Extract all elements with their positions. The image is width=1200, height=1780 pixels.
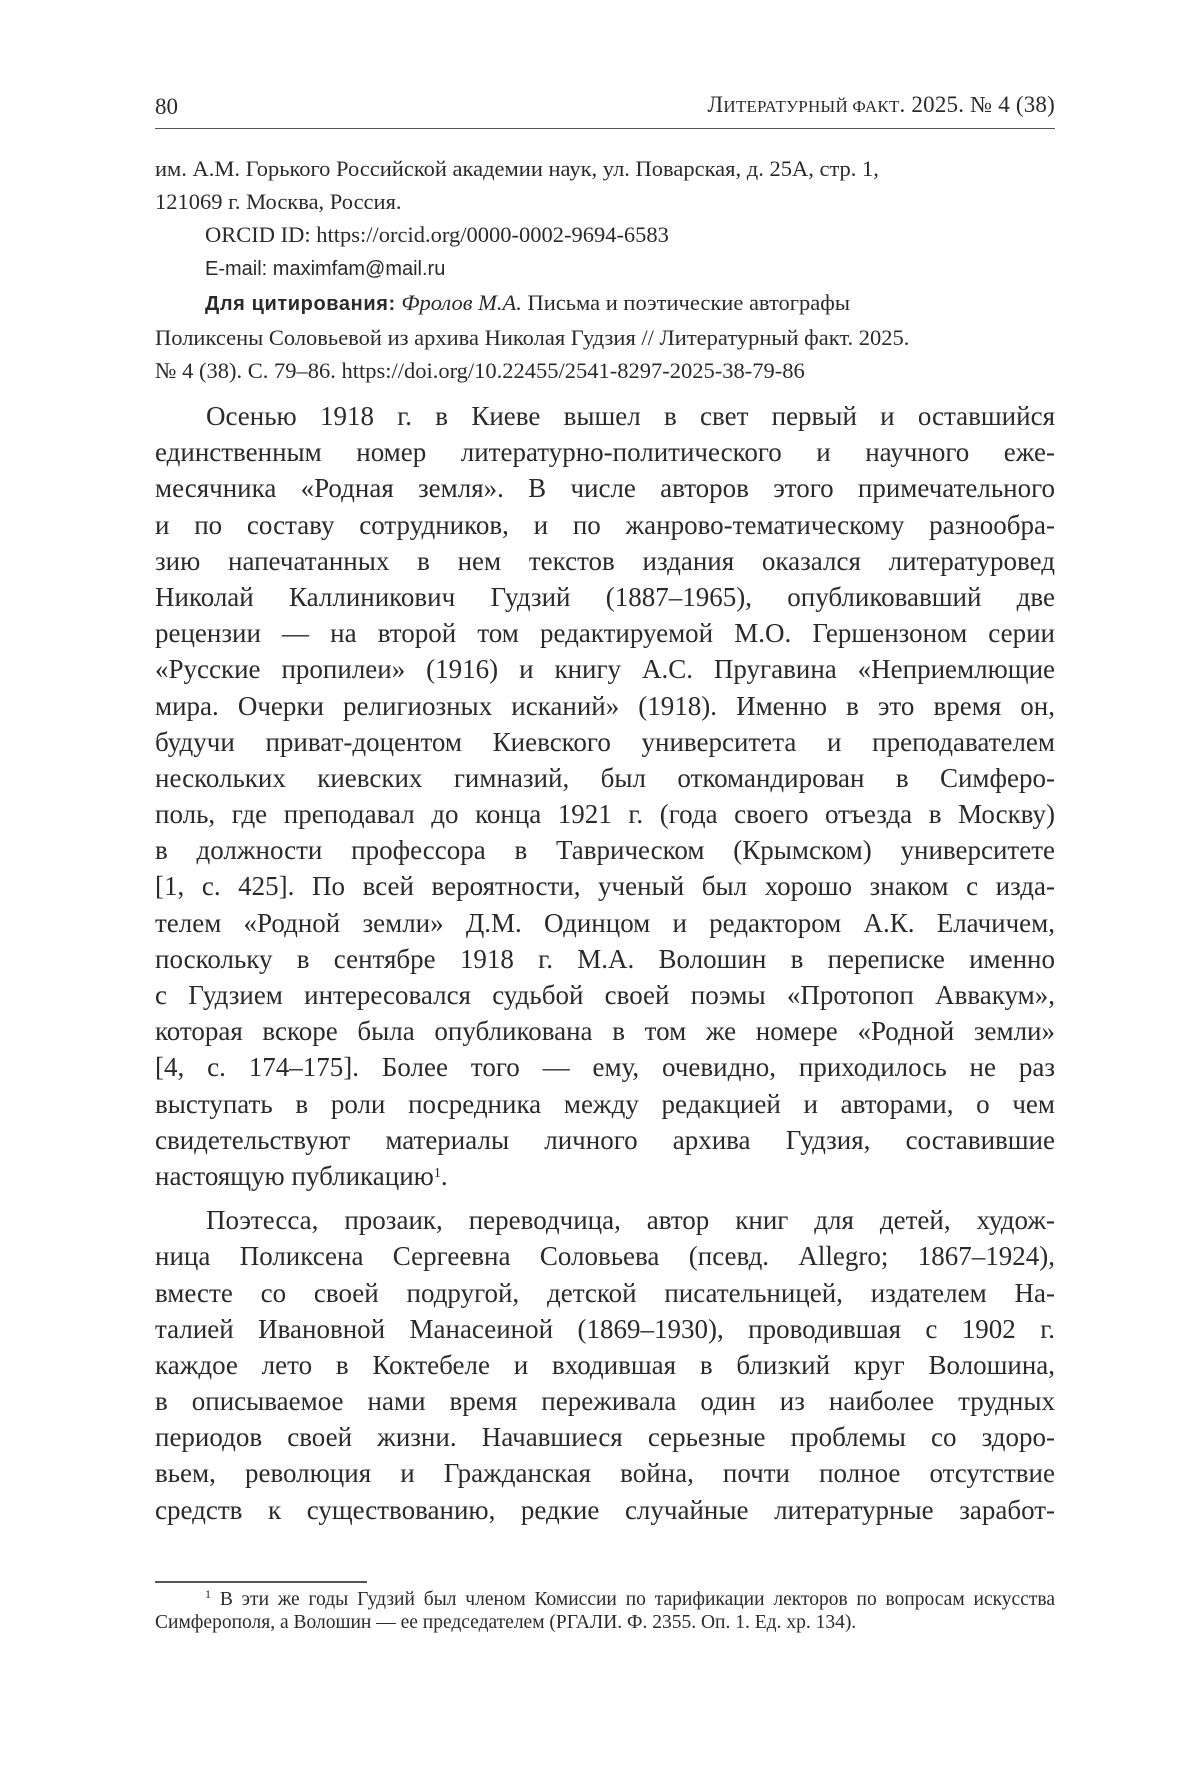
citation-cont-2: № 4 (38). С. 79–86. https://doi.org/10.22455/2541-8297-2025-38-79-86 — [155, 358, 805, 383]
text-line: поль, где преподавал до конца 1921 г. (года своего отъезда в Москву) — [155, 799, 1055, 830]
text-line: каждое лето в Коктебеле и входившая в близкий круг Волошина, — [155, 1349, 1055, 1380]
footnote-reference[interactable]: 1 — [433, 1165, 441, 1181]
text-line: месячника «Родная земля». В числе авторов этого примечательного — [155, 473, 1055, 504]
footnote-divider — [155, 1581, 367, 1583]
text-line: талией Ивановной Манасеиной (1869–1930), проводившая с 1902 г. — [155, 1313, 1055, 1344]
text-line: Осенью 1918 г. в Киеве вышел в свет первый и оставшийся — [206, 401, 1055, 431]
journal-title — [708, 92, 1055, 118]
text-line: Николай Каллиникович Гудзий (1887–1965), опубликовавший две — [155, 581, 1055, 612]
text-line: будучи приват-доцентом Киевского университета и преподавателем — [155, 726, 1055, 757]
text-line: [1, с. 425]. По всей вероятности, ученый был хорошо знаком с изда- — [155, 871, 1055, 902]
text-line: ница Поликсена Сергеевна Соловьева (псевд. Allegro; 1867–1924), — [155, 1241, 1055, 1272]
journal-title-smallcaps: ИТЕРАТУРНЫЙ ФАКТ — [723, 97, 900, 116]
text-line: телем «Родной земли» Д.М. Одинцом и редактором А.К. Елачичем, — [155, 907, 1055, 938]
article-meta — [155, 152, 1055, 387]
citation-author: Фролов М.А. — [401, 290, 522, 315]
article-body — [155, 398, 1055, 1528]
text-line: «Русские пропилеи» (1916) и книгу А.С. Пругавина «Неприемлющие — [155, 654, 1055, 685]
footnote-text — [155, 1588, 1055, 1634]
text-line: мира. Очерки религиозных исканий» (1918). Именно в это время он, — [155, 690, 1055, 721]
affiliation — [155, 152, 1055, 218]
text-line: с Гудзием интересовался судьбой своей поэмы «Протопоп Аввакум», — [155, 980, 1055, 1010]
journal-issue: . 2025. № 4 (38) — [899, 92, 1055, 117]
text-line: нескольких киевских гимназий, был откомандирован в Симферо- — [155, 762, 1055, 793]
text-line: которая вскоре была опубликована в том же номере «Родной земли» — [155, 1016, 1055, 1047]
text-line: периодов своей жизни. Начавшиеся серьезные проблемы со здоро- — [155, 1422, 1055, 1453]
affiliation-line-1: им. А.М. Горького Российской академии наук, ул. Поварская, д. 25А, стр. 1, — [155, 156, 879, 181]
footnote-marker: 1 — [205, 1587, 211, 1601]
text-line: вьем, революция и Гражданская война, почти полное отсутствие — [155, 1458, 1055, 1489]
citation — [155, 286, 1055, 321]
text-line: средств к существованию, редкие случайные литературные заработ- — [155, 1494, 1055, 1525]
text-line-content: настоящую публикацию — [155, 1160, 434, 1191]
text-line: [4, с. 174–175]. Более того — ему, очевидно, приходилось не раз — [155, 1052, 1055, 1083]
text-line: поскольку в сентябре 1918 г. М.А. Волошин в переписке именно — [155, 943, 1055, 974]
affiliation-line-2: 121069 г. Москва, Россия. — [155, 189, 402, 214]
email — [155, 251, 1055, 286]
sentence-end: . — [440, 1160, 448, 1191]
page-number: 80 — [155, 94, 178, 119]
email-text: E-mail: maximfam@mail.ru — [205, 258, 446, 280]
text-line: в должности профессора в Таврическом (Крымском) университете — [155, 835, 1055, 866]
text-line: единственным номер литературно-политического и научного еже- — [155, 437, 1055, 468]
text-line: выступать в роли посредника между редакцией и авторами, о чем — [155, 1088, 1055, 1119]
text-line: рецензии — на второй том редактируемой М.О. Гершензоном серии — [155, 618, 1055, 649]
text-line: зию напечатанных в нем текстов издания оказался литературовед — [155, 545, 1055, 576]
footnote — [155, 1588, 1055, 1634]
citation-cont-1: Поликсены Соловьевой из архива Николая Гудзия // Литературный факт. 2025. — [155, 325, 910, 350]
text-line — [155, 1158, 1055, 1194]
footnote-body: В эти же годы Гудзий был членом Комиссии по тарификации лекторов по вопросам искусства Симферополя, а Волошин — ее председателем (РГАЛИ. Ф. 2355. Оп. 1. Ед. хр. 134). — [155, 1589, 1055, 1633]
paragraph-1 — [155, 398, 1055, 1194]
text-line: свидетельствуют материалы личного архива Гудзия, составившие — [155, 1124, 1055, 1155]
citation-label: Для цитирования: — [205, 293, 396, 315]
text-line: и по составу сотрудников, и по жанрово-тематическому разнообра- — [155, 509, 1055, 540]
orcid: ORCID ID: https://orcid.org/0000-0002-9694-6583 — [205, 222, 669, 247]
text-line: Поэтесса, прозаик, переводчица, автор книг для детей, худож- — [206, 1205, 1055, 1236]
text-line: в описываемое нами время переживала один из наиболее трудных — [155, 1386, 1055, 1417]
citation-text-1: Письма и поэтические автографы — [521, 290, 850, 315]
paragraph-2 — [155, 1202, 1055, 1528]
running-header — [155, 88, 1055, 129]
journal-title-initial: Л — [707, 92, 724, 117]
text-line: вместе со своей подругой, детской писательницей, издателем На- — [155, 1277, 1055, 1308]
